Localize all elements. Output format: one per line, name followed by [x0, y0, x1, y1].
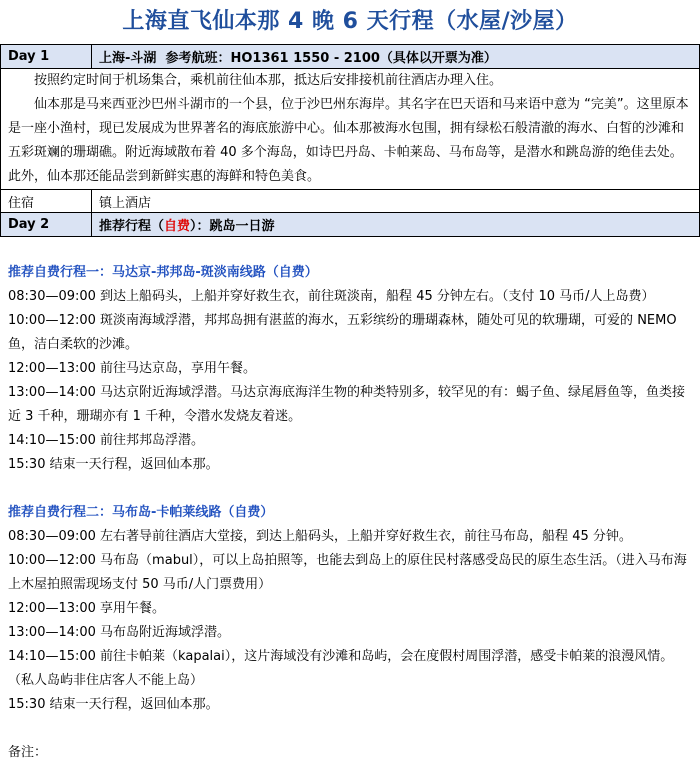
- option1-line: 14:10—15:00 前往邦邦岛浮潜。: [8, 433, 205, 448]
- day2-recommend-cell: [92, 213, 700, 237]
- option2-line: 10:00—12:00 马布岛（mabul），可以上岛拍照等，也能去到岛上的原住民村落感受岛民的原生态生活。（进入马布海上木屋拍照需现场支付 50 马币/人门票费用）: [8, 553, 687, 592]
- day1-stay-row: [1, 190, 700, 213]
- day1-paragraph-1: 按照约定时间于机场集合，乘机前往仙本那，抵达后安排接机前往酒店办理入住。: [34, 73, 503, 88]
- day2-header-row: [1, 213, 700, 237]
- page-title: 上海直飞仙本那 4 晚 6 天行程（水屋/沙屋）: [122, 9, 578, 34]
- day1-header-row: [1, 45, 700, 69]
- day1-route: 上海-斗湖: [99, 51, 157, 66]
- option1-line: 08:30—09:00 到达上船码头，上船并穿好救生衣，前往斑淡南，船程 45 分钟左右。（支付 10 马币/人上岛费）: [8, 289, 655, 304]
- day2-label: Day 2: [1, 213, 92, 237]
- day1-route-cell: [92, 45, 700, 69]
- day1-flight: 参考航班：HO1361 1550 - 2100（具体以开票为准）: [165, 51, 497, 66]
- option1-line: 13:00—14:00 马达京附近海域浮潜。马达京海底海洋生物的种类特别多，较罕见的有：蝎子鱼、绿尾唇鱼等，鱼类接近 3 千种，珊瑚亦有 1 千种，令潜水发烧友着迷。: [8, 385, 686, 424]
- spacer: [8, 237, 692, 261]
- day1-description: [1, 69, 700, 190]
- option1-line: 12:00—13:00 前往马达京岛，享用午餐。: [8, 361, 257, 376]
- note-label: 备注：: [8, 745, 48, 760]
- day1-paragraph-2: 仙本那是马来西亚沙巴州斗湖市的一个县，位于沙巴州东海岸。其名字在巴天语和马来语中意为 “完美”。这里原本是一座小渔村，现已发展成为世界著名的海底旅游中心。仙本那被海水包围，拥有绿松石般清澈的海水、白皙的沙滩和五彩斑斓的珊瑚礁。附近海域散布着 40 多个海岛，如诗巴丹岛、卡帕莱岛、马布岛等，是潜水和跳岛游的绝佳去处。此外，仙本那还能品尝到新鲜实惠的海鲜和特色美食。: [8, 97, 689, 184]
- day2-fee-tag: 自费: [164, 219, 191, 234]
- day2-details: [0, 237, 700, 765]
- day2-rec-suffix: ）：跳岛一日游: [190, 219, 275, 234]
- option1-heading: 推荐自费行程一：马达京-邦邦岛-斑淡南线路（自费）: [8, 265, 318, 280]
- option1-line: 15:30 结束一天行程，返回仙本那。: [8, 457, 219, 472]
- option2-line: 12:00—13:00 享用午餐。: [8, 601, 166, 616]
- option2-line: 13:00—14:00 马布岛附近海域浮潜。: [8, 625, 231, 640]
- day2-rec-prefix: 推荐行程（: [99, 219, 165, 234]
- spacer: [8, 477, 692, 501]
- day1-body-row: [1, 69, 700, 190]
- day1-label: Day 1: [1, 45, 92, 69]
- option1-line: 10:00—12:00 斑淡南海域浮潜，邦邦岛拥有湛蓝的海水，五彩缤纷的珊瑚森林，随处可见的软珊瑚，可爱的 NEMO 鱼，洁白柔软的沙滩。: [8, 313, 677, 352]
- itinerary-table: [0, 44, 700, 237]
- option2-heading: 推荐自费行程二：马布岛-卡帕莱线路（自费）: [8, 505, 274, 520]
- stay-label: 住宿: [1, 190, 92, 213]
- option2-line: 14:10—15:00 前往卡帕莱（kapalai），这片海域没有沙滩和岛屿，会在度假村周围浮潜，感受卡帕莱的浪漫风情。（私人岛屿非住店客人不能上岛）: [8, 649, 674, 688]
- stay-value: 镇上酒店: [92, 190, 700, 213]
- spacer: [8, 717, 692, 741]
- option2-line: 08:30—09:00 左右著导前往酒店大堂接，到达上船码头，上船并穿好救生衣，前往马布岛，船程 45 分钟。: [8, 529, 632, 544]
- option2-line: 15:30 结束一天行程，返回仙本那。: [8, 697, 219, 712]
